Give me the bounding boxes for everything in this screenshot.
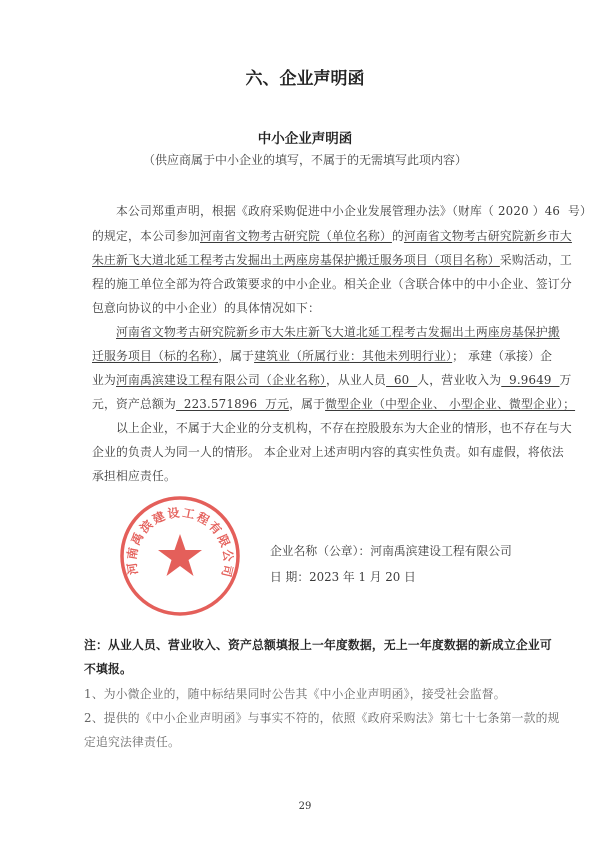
body-line (92, 468, 176, 484)
filled-field-text: 河南省文物考古研究院新乡市大朱庄新飞大道北延工程考古发掘出土两座房基保护搬 (116, 325, 560, 339)
body-text: 包意向协议的中小企业）的具体情况如下： (92, 301, 320, 315)
body-text: ，从业人员 (326, 373, 387, 387)
filled-field-text: 9.9649 (501, 373, 560, 387)
page-number: 29 (298, 801, 312, 812)
body-line (92, 372, 572, 388)
body-line (116, 324, 560, 340)
company-label: 企业名称（公章）： (270, 544, 371, 558)
body-text: 万 (559, 373, 572, 387)
filled-field-text: 迁服务项目（标的名称） (92, 349, 219, 363)
body-text: ，属于 (289, 397, 326, 411)
body-text: 以上企业，不属于大企业的分支机构，不存在控股股东为大企业的情形，也不存在与大 (116, 421, 572, 435)
filled-field-text: 223.571896 万元 (175, 397, 290, 411)
body-text: 采购活动，工 (499, 253, 572, 267)
body-text: 的 (391, 229, 404, 243)
date-value: 2023 年 1 月 20 日 (309, 570, 416, 584)
body-text: 承担相应责任。 (92, 469, 176, 483)
body-text: 元，资产总额为 (92, 397, 176, 411)
filled-field-text: 河南省文物考古研究院（单位名称） (199, 229, 392, 243)
company-seal-stamp (118, 494, 242, 618)
filled-field-text: 建筑业（所属行业：其他未列明行业） (254, 349, 453, 363)
note-bold-line-1: 注：从业人员、营业收入、资产总额填报上一年度数据，无上一年度数据的新成立企业可 (84, 638, 552, 652)
body-line (92, 444, 564, 460)
body-text: 本公司郑重声明，根据《政府采购促进中小企业发展管理办法》（财库（ 2020 ）46 号） (116, 204, 593, 218)
company-name-row (270, 543, 512, 559)
svg-text:河南禹滨建设工程有限公司: 河南禹滨建设工程有限公司 (124, 505, 236, 581)
form-title: 中小企业声明函 (257, 131, 353, 147)
note-item-1: 1、为小微企业的，随中标结果同时公告其《中小企业声明函》，接受社会监督。 (84, 687, 506, 701)
body-line (92, 228, 572, 244)
section-title: 六、企业声明函 (245, 69, 365, 89)
body-text: 业为 (92, 373, 116, 387)
fill-instruction: （供应商属于中小企业的填写，不属于的无需填写此项内容） (142, 153, 467, 167)
company-name: 河南禹滨建设工程有限公司 (370, 544, 512, 558)
body-text: 企业的负责人为同一人的情形。 本企业对上述声明内容的真实性负责。如有虚假，将依法 (92, 445, 564, 459)
filled-field-text: 微型企业（中型企业、 小型企业、微型企业）； (325, 397, 576, 411)
note-item-2-line-1: 2、提供的《中小企业声明函》与事实不符的，依照《政府采购法》第七十七条第一款的规 (84, 711, 560, 725)
body-line (92, 252, 572, 268)
body-line (116, 203, 592, 219)
body-text: ； 承建（承接）企 (452, 349, 553, 363)
body-line (92, 348, 552, 364)
body-text: 的规定，本公司参加 (92, 229, 200, 243)
body-text: 程的施工单位全部为符合政策要求的中小企业。相关企业（含联合体中的中小企业、签订分 (92, 277, 572, 291)
date-label: 日 期： (270, 570, 310, 584)
body-text: 人，营业收入为 (417, 373, 502, 387)
body-line (92, 300, 320, 316)
body-line (92, 276, 572, 292)
note-item-2-line-2: 定追究法律责任。 (84, 735, 180, 749)
body-text: ，属于 (218, 349, 255, 363)
filled-field-text: 朱庄新飞大道北延工程考古发掘出土两座房基保护搬迁服务项目（项目名称） (92, 253, 500, 267)
filled-field-text: 河南禹滨建设工程有限公司（企业名称） (116, 373, 327, 387)
filled-field-text: 河南省文物考古研究院新乡市大 (403, 229, 572, 243)
body-line (116, 420, 572, 436)
filled-field-text: 60 (386, 373, 418, 387)
star-icon (158, 534, 202, 576)
note-bold-line-2: 不填报。 (84, 662, 132, 676)
body-line (92, 396, 575, 412)
date-row (270, 569, 416, 585)
